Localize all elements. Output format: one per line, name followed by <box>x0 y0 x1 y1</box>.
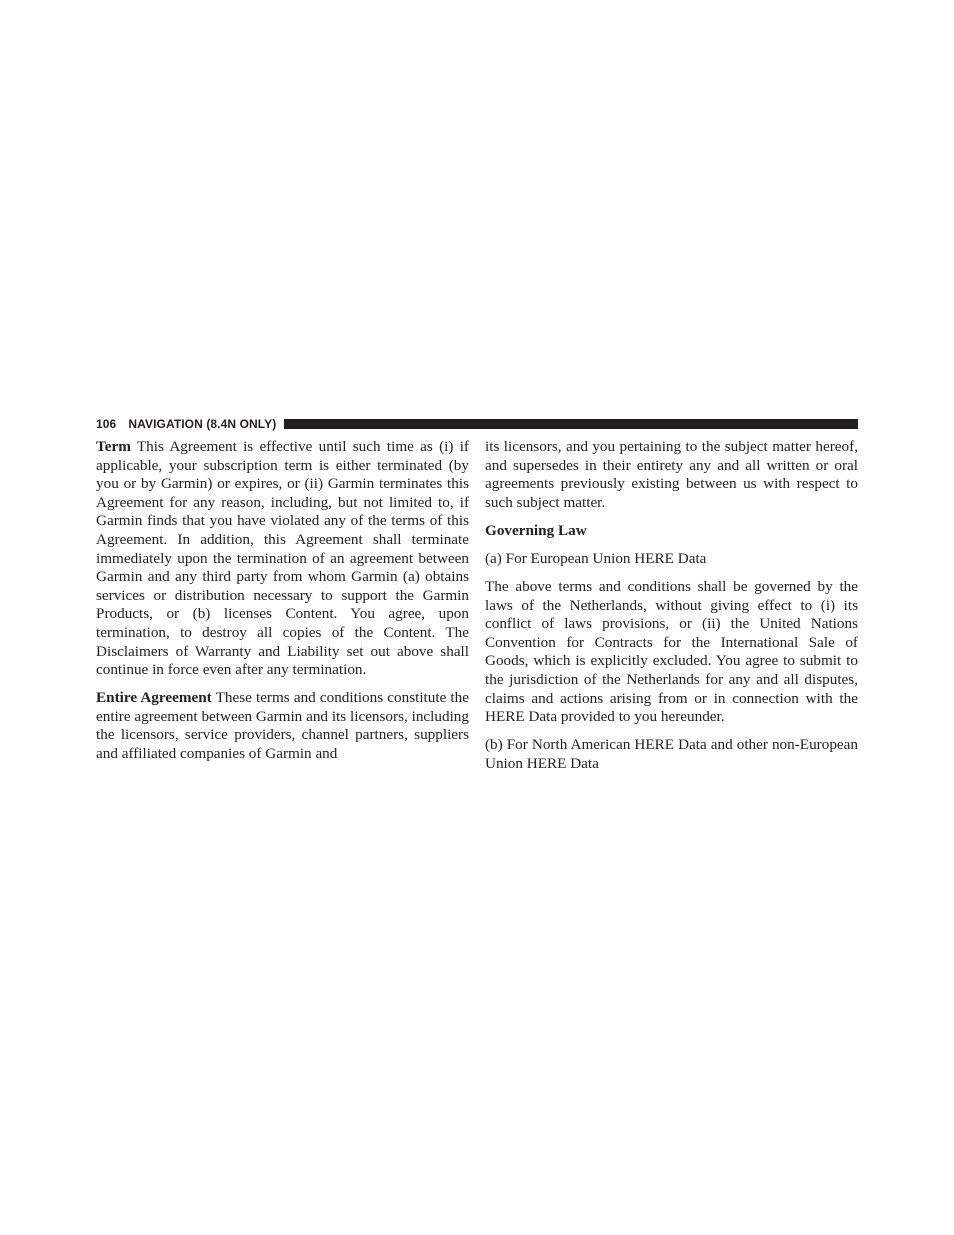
header-rule <box>284 419 858 429</box>
left-column <box>96 438 469 773</box>
term-paragraph <box>96 438 469 680</box>
right-column <box>485 438 858 783</box>
entire-agreement-text: These terms and conditions constitute the entire agreement between Garmin and its licensors, including the licensors, service providers, channel partners, suppliers and affiliated companies of Garmin and <box>96 689 469 762</box>
na-data-subheading: (b) For North American HERE Data and other non-European Union HERE Data <box>485 736 858 772</box>
term-heading: Term <box>96 438 131 455</box>
eu-data-subheading: (a) For European Union HERE Data <box>485 549 707 567</box>
page-number: 106 <box>96 417 117 431</box>
governing-law-heading: Governing Law <box>485 521 587 539</box>
term-text: This Agreement is effective until such time as (i) if applicable, your subscription term is either terminated (by you or by Garmin) or expires, or (ii) Garmin terminates this Agreement for any reason, including, but not limited to, if Garmin finds that you have violated any of the terms of this Agreement. In addition, this Agreement shall terminate immediately upon the termination of an agreement between Garmin and any third party from whom Garmin (a) obtains services or distribution necessary to support the Garmin Products, or (b) licenses Content. You agree, upon termination, to destroy all copies of the Content. The Disclaimers of Warranty and Liability set out above shall continue in force even after any termination. <box>96 438 469 679</box>
entire-agreement-heading: Entire Agreement <box>96 689 212 707</box>
section-title: NAVIGATION (8.4N ONLY) <box>128 417 277 431</box>
entire-agreement-continuation: its licensors, and you pertaining to the subject matter hereof, and supersedes in their entirety any and all written or oral agreements previously existing between us with respect to such subject matter. <box>485 438 858 511</box>
eu-data-paragraph: The above terms and conditions shall be governed by the laws of the Netherlands, without giving effect to (i) its conflict of laws provisions, or (ii) the United Nations Convention for Contracts for the International Sale of Goods, which is explicitly excluded. You agree to submit to the jurisdiction of the Netherlands for any and all disputes, claims and actions arising from or in connection with the HERE Data provided to you hereunder. <box>485 578 858 726</box>
page-header <box>96 417 858 431</box>
entire-agreement-paragraph <box>96 689 469 763</box>
